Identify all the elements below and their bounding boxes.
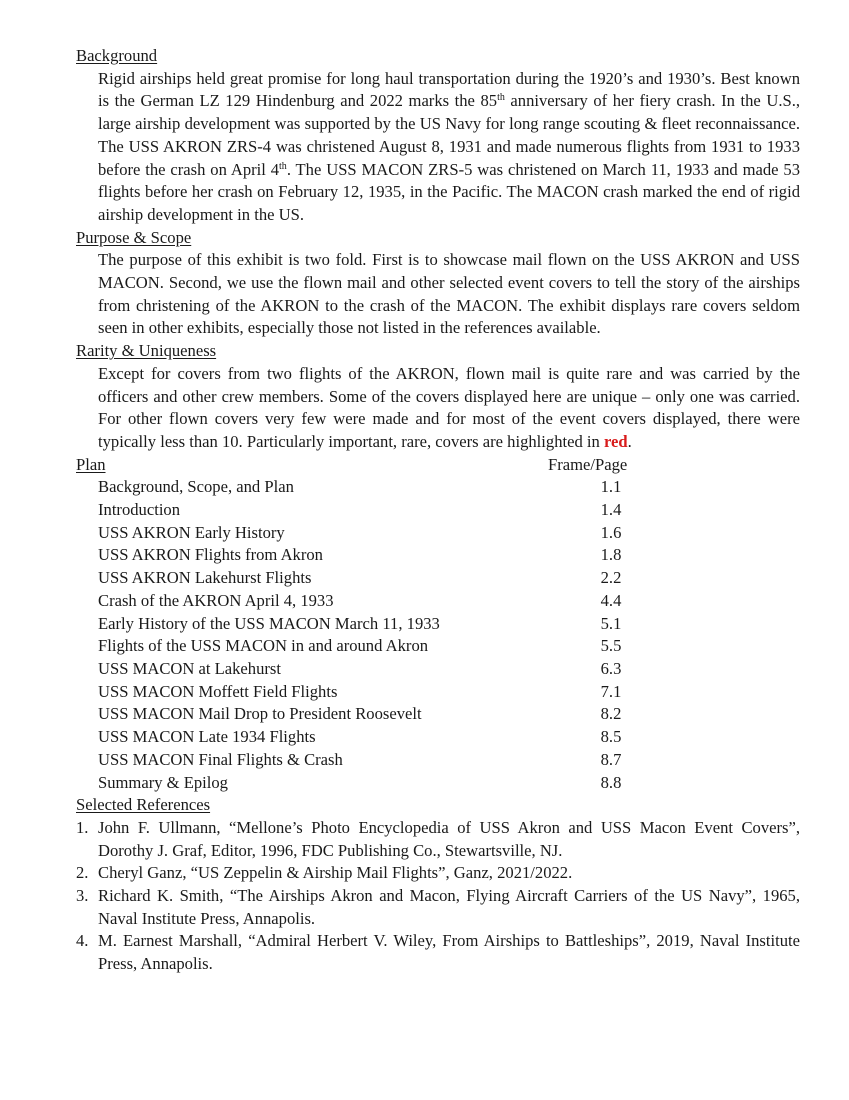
plan-row xyxy=(76,476,800,499)
plan-row-title: Flights of the USS MACON in and around Akron xyxy=(98,636,429,656)
reference-item xyxy=(76,885,800,930)
plan-heading: Plan xyxy=(76,454,106,474)
superscript: th xyxy=(279,160,287,172)
rarity-text: Except for covers from two flights of the AKRON, flown mail is quite rare and was carried by the officers and other crew members. Some of the covers displayed here are unique – only one was carried. For other flown covers very few were made and for most of the event covers displayed, there were typically less than 10. Particularly important, rare, covers are highlighted in xyxy=(98,363,800,451)
background-text-1: Rigid airships held great promise for long haul transportation during the 1920’s and 1930’s. Best known is the German LZ 129 Hindenburg and 2022 marks the 85 xyxy=(98,68,800,111)
plan-row-title: Background, Scope, and Plan xyxy=(98,477,294,497)
reference-number: 4. xyxy=(76,931,89,951)
plan-row-title: USS AKRON Flights from Akron xyxy=(98,545,323,565)
plan-row xyxy=(76,499,800,522)
plan-row-title: USS MACON at Lakehurst xyxy=(98,658,281,678)
plan-row-page: 1.6 xyxy=(600,522,622,542)
plan-row-page: 5.5 xyxy=(600,636,622,656)
reference-text: M. Earnest Marshall, “Admiral Herbert V. Wiley, From Airships to Battleships”, 2019, Naval Institute Press, Annapolis. xyxy=(98,931,800,974)
plan-row xyxy=(76,567,800,590)
plan-table xyxy=(76,476,800,794)
plan-row-page: 4.4 xyxy=(600,590,622,610)
frame-page-column-header: Frame/Page xyxy=(548,454,628,474)
plan-row-title: Crash of the AKRON April 4, 1933 xyxy=(98,590,334,610)
plan-row-title: Introduction xyxy=(98,500,181,520)
plan-row xyxy=(76,726,800,749)
plan-row xyxy=(76,635,800,658)
red-highlight: red xyxy=(603,431,628,451)
rarity-heading: Rarity & Uniqueness xyxy=(76,341,217,361)
plan-row-title: Early History of the USS MACON March 11, 1933 xyxy=(98,613,440,633)
references-list xyxy=(76,817,800,976)
plan-row xyxy=(76,590,800,613)
plan-row-page: 8.8 xyxy=(600,772,622,792)
plan-row-title: USS MACON Final Flights & Crash xyxy=(98,749,343,769)
plan-row xyxy=(76,703,800,726)
plan-row-title: USS MACON Mail Drop to President Roosevelt xyxy=(98,704,422,724)
plan-row-title: Summary & Epilog xyxy=(98,772,228,792)
reference-item xyxy=(76,817,800,862)
background-text-3: . The USS MACON ZRS-5 was christened on March 11, 1933 and made 53 flights before her crash on February 12, 1935, in the Pacific. The MACON crash marked the end of rigid airship development in the US. xyxy=(98,159,800,224)
reference-number: 1. xyxy=(76,817,89,837)
plan-row-page: 8.2 xyxy=(600,704,622,724)
plan-row-title: USS AKRON Early History xyxy=(98,522,285,542)
reference-number: 3. xyxy=(76,886,89,906)
plan-row-title: USS AKRON Lakehurst Flights xyxy=(98,568,312,588)
plan-row-title: USS MACON Moffett Field Flights xyxy=(98,681,338,701)
plan-row-page: 1.1 xyxy=(600,477,622,497)
background-text-2: anniversary of her fiery crash. In the U.S., large airship development was supported by the US Navy for long range scouting & fleet reconnaissance. The USS AKRON ZRS-4 was christened August 8, 1931 and made numerous flights from 1931 to 1933 before the crash on April 4 xyxy=(98,91,800,179)
plan-row-title: USS MACON Late 1934 Flights xyxy=(98,727,316,747)
plan-row-page: 8.5 xyxy=(600,727,622,747)
rarity-end: . xyxy=(627,431,632,451)
plan-row-page: 8.7 xyxy=(600,749,622,769)
reference-item xyxy=(76,862,800,885)
plan-row xyxy=(76,749,800,772)
document-page xyxy=(76,45,800,976)
rarity-paragraph xyxy=(76,363,800,454)
plan-row xyxy=(76,613,800,636)
background-heading: Background xyxy=(76,46,158,65)
reference-text: John F. Ullmann, “Mellone’s Photo Encyclopedia of USS Akron and USS Macon Event Covers”, Dorothy J. Graf, Editor, 1996, FDC Publishing Co., Stewartsville, NJ. xyxy=(98,817,800,860)
plan-row-page: 1.4 xyxy=(600,500,622,520)
plan-row-page: 6.3 xyxy=(600,658,622,678)
plan-row-page: 5.1 xyxy=(600,613,622,633)
superscript: th xyxy=(497,92,505,104)
background-paragraph xyxy=(76,68,800,227)
reference-text: Richard K. Smith, “The Airships Akron and Macon, Flying Aircraft Carriers of the US Navy”, 1965, Naval Institute Press, Annapolis. xyxy=(98,886,800,928)
plan-row-page: 1.8 xyxy=(600,545,622,565)
purpose-heading: Purpose & Scope xyxy=(76,227,192,247)
reference-number: 2. xyxy=(76,863,89,883)
purpose-paragraph: The purpose of this exhibit is two fold. First is to showcase mail flown on the USS AKRON and USS MACON. Second, we use the flown mail and other selected event covers to tell the story of the airships from christening of the AKRON to the crash of the MACON. The exhibit displays rare covers seldom seen in other exhibits, especially those not listed in the references available. xyxy=(98,250,800,338)
plan-header xyxy=(76,454,800,477)
plan-row xyxy=(76,772,800,795)
plan-row-page: 7.1 xyxy=(600,681,622,701)
plan-row xyxy=(76,522,800,545)
references-heading: Selected References xyxy=(76,795,211,815)
plan-row xyxy=(76,658,800,681)
reference-text: Cheryl Ganz, “US Zeppelin & Airship Mail Flights”, Ganz, 2021/2022. xyxy=(98,863,573,883)
plan-row xyxy=(76,681,800,704)
plan-row-page: 2.2 xyxy=(600,568,622,588)
plan-row xyxy=(76,544,800,567)
reference-item xyxy=(76,930,800,975)
